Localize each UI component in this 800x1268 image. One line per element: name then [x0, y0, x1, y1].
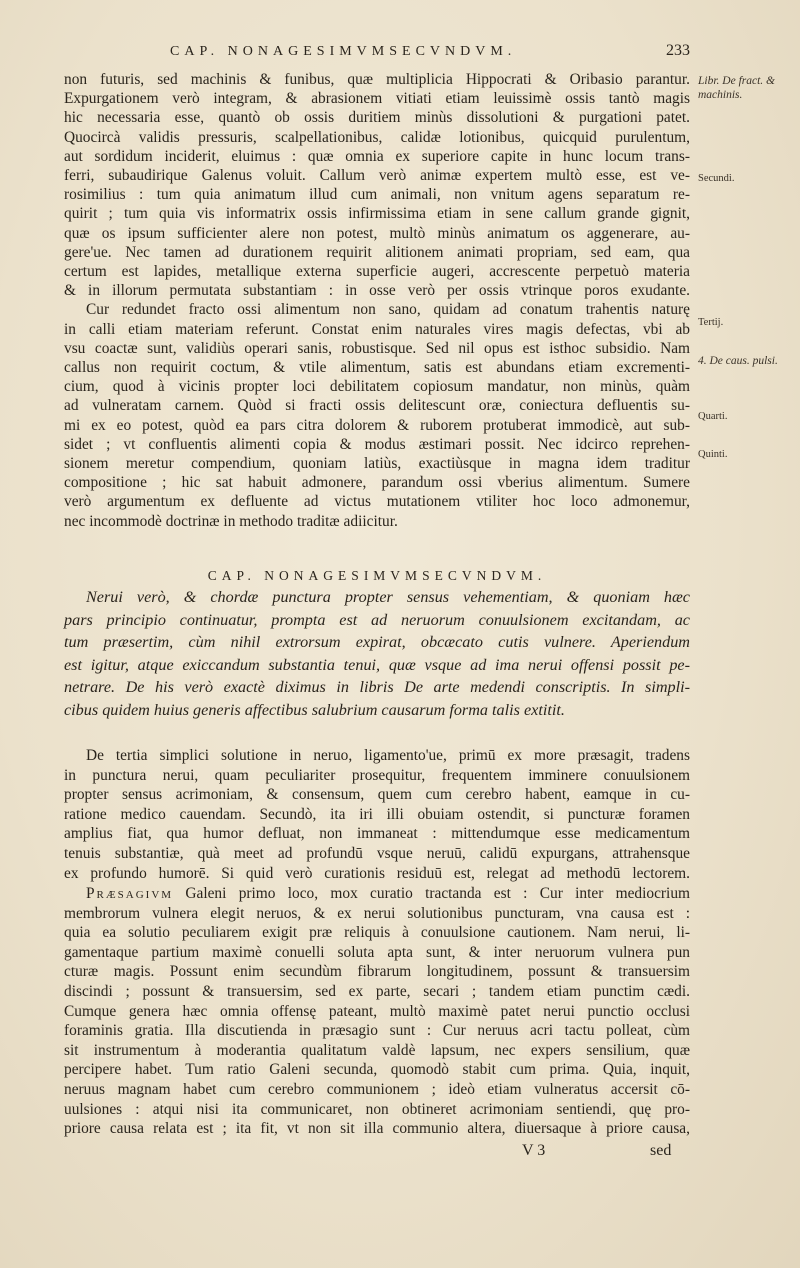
text-line: cibus quidem huius generis affectibus salubrium causarum forma talis extitit. [64, 700, 565, 719]
text-line: sidet ; vt confluentis alimenti copia & modus æstimari possit. Nec idcirco reprehen- [64, 435, 690, 453]
commentary-section-3 [64, 884, 690, 1139]
text-line: ferri, subaudirique Galenus voluit. Callum verò animæ expertem multò esse, est ve- [64, 167, 690, 185]
text-line: rosimilius : tum quia animatum illud cum animali, non vnitum agens separatum re- [64, 186, 690, 204]
margin-note-quinti: Quinti. [698, 449, 728, 460]
text-line: non futuris, sed machinis & funibus, quæ multiplicia Hippocrati & Oribasio parantur. [64, 71, 690, 88]
text-line: pars principio continuatur, prompta est ad neruorum conuulsionem excitandam, ac [64, 610, 690, 629]
margin-note-tertij: Tertij. [698, 317, 724, 328]
text-line: Cur redundet fracto ossi alimentum non sano, quidam ad conatum trahentis naturę [86, 301, 690, 319]
text-line: quæ os ipsum sufficienter alere non potest, multò minùs animatum os aggenerare, au- [64, 224, 690, 242]
text-line: amplius fiat, qua humor defluat, non immaneat : mittendumque esse medicamentum [64, 825, 690, 843]
margin-note-secundi: Secundi. [698, 173, 735, 184]
margin-note-de-caus: 4. De caus. pulsi. [698, 355, 778, 367]
text-line: sit instrumentum à moderantia qualitatum valdè lapsum, nec expers sensilium, quæ [64, 1041, 690, 1059]
text-line: mi ex eo potest, quòd ea pars citra dolorem & ruborem protuberat immodicè, aut sub- [64, 416, 690, 434]
text-line: Expurgationem verò integram, & abrasionem vitiati etiam leuissimè ossis tantò magis [64, 90, 690, 108]
text-line: propter sensus acrimoniam, & consensum, quem cum cerebro habent, eamque in cu- [64, 786, 690, 804]
text-line: gere'ue. Nec tamen ad durationem requirit alitionem animati propriam, sed eam, qua [64, 243, 690, 261]
text-line [64, 884, 690, 904]
text-line: cium, quod à vicinis propter loci debilitatem copiosum mandatur, non minùs, quàm [64, 378, 690, 396]
text-line: quia ea solutio peculiarem exigit præ reliquis à conuulsione cautionem. Nam nerui, li- [64, 924, 690, 942]
text-line: nec incommodè doctrinæ in methodo traditæ adiicitur. [64, 512, 398, 530]
text-line: membrorum vulnera elegit neruos, & ex nerui solutionibus puncturam, vna causa est : [64, 904, 690, 922]
text-line: De tertia simplici solutione in neruo, ligamento'ue, primū ex more præsagit, tradens [86, 747, 690, 764]
text-line: est igitur, atque exiccandum substantia tenui, quæ vsque ad ima nerui offensi possit pe- [64, 655, 690, 674]
text-line: vsu coactæ sunt, validiùs operari sanis, robustisque. Sed nil opus est isthoc subsidio. Nam [64, 339, 690, 357]
text-line: cturæ magis. Possunt enim secundùm fibrarum longitudinem, possunt & transuersim [64, 963, 690, 981]
text-line: discindi ; possunt & transuersim, sed ex parte, secari ; tandem etiam punctim cædi. [64, 982, 690, 1000]
text-line: callus non requirit coctum, & vtile alimentum, satis est abundans etiam excrementi- [64, 359, 690, 377]
text-line: ad vulneratam carnem. Quòd si fracti ossis delitescunt oræ, coniectura defluentis su- [64, 397, 690, 415]
text-line: uulsiones : atqui nisi ita communicaret, non obtineret acrimoniam sentiendi, quę pro- [64, 1100, 690, 1118]
text-line: tenuis substantiæ, quà meet ad profundū vsque neruū, calidū expurgans, attrahensque [64, 844, 690, 862]
text-line: Cumque genera hæc omnia offensę pateant, multò maximè patet nerui punctio occlusi [64, 1002, 690, 1020]
text-line: ratione medico cauendam. Secundò, ita iri illi obuiam ostendit, si puncturæ foramen [64, 805, 690, 823]
text-line: tum præsertim, cùm nihil extrorsum expirat, obcæcato cutis vulnere. Aperiendum [64, 633, 690, 652]
text-line: compositione ; hic sat habuit admonere, parandum ossi vberius alimentum. Sumere [64, 474, 690, 492]
margin-note-de-fract: Libr. De fract. & machinis. [698, 75, 775, 101]
catchword: sed [650, 1142, 672, 1159]
running-head: CAP. NONAGESIMVMSECVNDVM. [170, 44, 517, 59]
text-line: neruus magnam habet cum cerebro communionem ; ideò etiam vulneratus accersit cō- [64, 1080, 690, 1098]
text-line: Nerui verò, & chordæ punctura propter sensus vehementiam, & quoniam hæc [86, 588, 690, 606]
text-line: in calli etiam materiam referunt. Constat enim naturales vires magis defectas, vbi ab [64, 320, 690, 338]
text-line: gamentaque partium maximè conuelli soluta apta sunt, & inter neruorum vulnera pun [64, 943, 690, 961]
margin-note-quarti: Quarti. [698, 411, 728, 422]
text-line: verò argumentum ex defluente ad victus mutationem vtiliter hoc loco admonemur, [64, 493, 690, 511]
text-line: quirit ; tum quia vis informatrix ossis infirmissima etiam in sene callum grande gignit, [64, 205, 690, 223]
galen-text [64, 586, 690, 722]
text-line: in punctura nerui, quam peculiariter prosequitur, frequentem imminere conuulsionem [64, 766, 690, 784]
text-line: ex profundo humorē. Si quid verò curationis residuū est, relegat ad methodū lectorem. [64, 864, 690, 882]
text-line: certum est lapides, metallique externa superficie augeri, accrescente perpetuò materia [64, 263, 690, 281]
text-line: priore causa relata est ; ita fit, vt non sit illa communio altera, diuersaque à priore causa, [64, 1120, 690, 1138]
text-line-rest: Galeni primo loco, mox curatio tractanda est : Cur inter mediocrium [173, 885, 690, 902]
text-line: hic necessaria esse, quantò ob ossis duritiem minùs dissolutioni & purgationi patet. [64, 109, 690, 127]
page-header [60, 44, 690, 66]
text-line: sionem meretur compendium, quoniam latiùs, exactiùsque in magna idem traditur [64, 455, 690, 473]
signature-mark: V 3 [522, 1142, 546, 1159]
small-caps-word: Præsagivm [86, 885, 174, 902]
text-line: netrare. De his verò exactè diximus in libris De arte medendi conscriptis. In simpli- [64, 678, 690, 697]
text-line: foraminis gratia. Illa discutienda in præsagio sunt : Cur neruus acri tactu polleat, cùm [64, 1022, 690, 1040]
chapter-heading: CAP. NONAGESIMVMSECVNDVM. [207, 568, 547, 583]
commentary-section-2 [64, 746, 690, 883]
page-number: 233 [666, 42, 690, 59]
text-line: percipere habet. Tum ratio Galeni secunda, quomodò stabit cum prima. Quia, inquit, [64, 1061, 690, 1079]
commentary-section-1 [64, 70, 690, 531]
text-line: aut sordidum inciderit, eluimus : quæ omnia ex superiore capite in hunc locum trans- [64, 147, 690, 165]
text-line: Quocircà validis pressuris, scalpellationibus, calidæ lotionibus, quicquid purulentum, [64, 128, 690, 146]
text-line: & in illorum permutata substantiam : in osse verò per ossis vtrinque poros exudante. [64, 282, 690, 300]
